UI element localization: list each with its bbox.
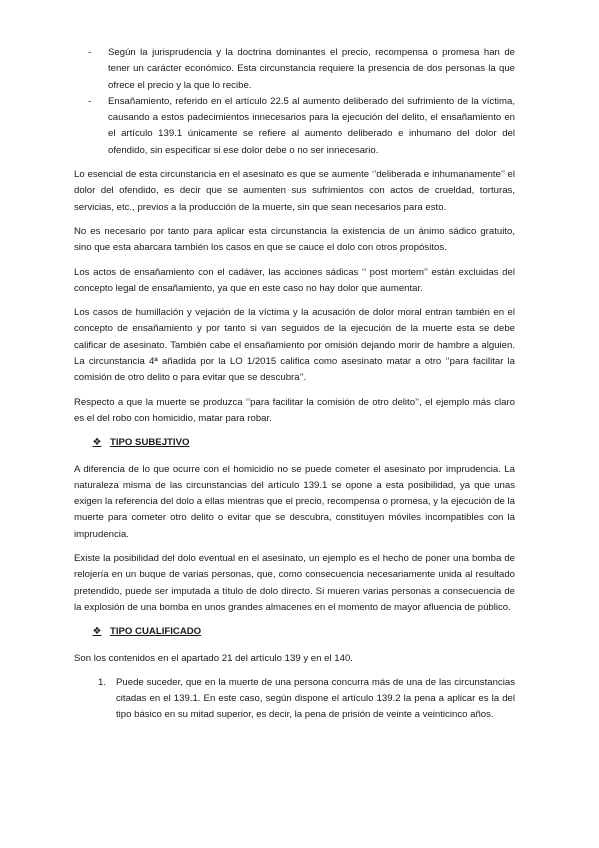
diamond-bullet-icon: ❖ (92, 626, 102, 638)
bullet-item (88, 94, 515, 159)
paragraph: Los actos de ensañamiento con el cadáver, las acciones sádicas ‘’ post mortem’’ están excluidas del concepto legal de ensañamiento, ya que en este caso no hay dolor que aumentar. (74, 266, 515, 294)
paragraph: A diferencia de lo que ocurre con el homicidio no se puede cometer el asesinato por imprudencia. La naturaleza misma de las circunstancias del artículo 139.1 se opone a esta posibilidad, ya que unas exigen la referencia del dolo a ellas mientras que el precio, recompensa o promesa, y la ejecución de la muerte para cometer otro delito o evitar que se descubra, constituyen móviles incompatibles con la imprudencia. (74, 463, 515, 540)
paragraph: Son los contenidos en el apartado 21 del artículo 139 y en el 140. (74, 652, 353, 664)
section-heading-tipo-cualificado (92, 624, 515, 640)
numbered-item-text: Puede suceder, que en la muerte de una persona concurra más de una de las circunstancias citadas en el 139.1. En este caso, según dispone el artículo 139.2 la pena a aplicar es la del tipo básico en su mitad superior, es decir, la pena de prisión de veinte a veinticinco años. (116, 676, 515, 721)
item-number: 1. (98, 676, 107, 688)
paragraph: Lo esencial de esta circunstancia en el asesinato es que se aumente ‘’deliberada e inhumanamente’’ el dolor del ofendido, es decir que se aumenten sus sufrimientos con actos de crueldad, torturas, servicias, etc., previos a la producción de la muerte, sin que sean necesarios para esto. (74, 169, 515, 213)
bullet-list (74, 45, 515, 159)
dash-marker: - (88, 47, 92, 58)
section-heading-label: TIPO CUALIFICADO (110, 626, 202, 638)
paragraph: Existe la posibilidad del dolo eventual en el asesinato, un ejemplo es el hecho de poner una bomba de relojería en un buque de varias personas, que, como consecuencia necesariamente unida al resultado pretendido, puede ser imputada a título de dolo directo. Si mueren varias personas a consecuencia de la explosión de una bomba en unos grandes almacenes en el momento de mayor afluencia de público. (74, 553, 515, 613)
paragraph: Los casos de humillación y vejación de la víctima y la acusación de dolor moral entran también en el concepto de ensañamiento y por tanto si van seguidos de la ejecución de la muerte esta se debe calificar de asesinato. También cabe el ensañamiento por omisión dejando morir de hambre a alguien. La circunstancia 4ª añadida por la LO 1/2015 califica como asesinato matar a otro ‘’para facilitar la comisión de otro delito o para evitar que se descubra’’. (74, 307, 515, 384)
bullet-item (88, 45, 515, 94)
bullet-text: Según la jurisprudencia y la doctrina dominantes el precio, recompensa o promesa han de tener un carácter económico. Esta circunstancia requiere la presencia de dos personas la que ofrece el precio y la que lo recibe. (108, 47, 515, 91)
paragraph: No es necesario por tanto para aplicar esta circunstancia la existencia de un ánimo sádico gratuito, sino que esta abarcara también los casos en que se cauce el dolo con otros propósitos. (74, 225, 515, 254)
section-heading-label: TIPO SUBEJTIVO (110, 437, 190, 449)
section-heading-tipo-subjetivo (92, 435, 515, 451)
paragraph: Respecto a que la muerte se produzca ‘’para facilitar la comisión de otro delito’’, el ejemplo más claro es el del robo con homicidio, matar para robar. (74, 396, 515, 424)
numbered-list (74, 675, 515, 724)
dash-marker: - (88, 95, 92, 107)
numbered-item (98, 675, 515, 724)
diamond-bullet-icon: ❖ (92, 437, 102, 449)
bullet-text: Ensañamiento, referido en el artículo 22.5 al aumento deliberado del sufrimiento de la víctima, causando a estos padecimientos innecesarios para la ejecución del delito, el ensañamiento en el artículo 139.1 únicamente se refiere al aumento deliberado e inhumano del dolor del ofendido, sin especificar si ese dolor debe o no ser innecesario. (108, 95, 515, 156)
